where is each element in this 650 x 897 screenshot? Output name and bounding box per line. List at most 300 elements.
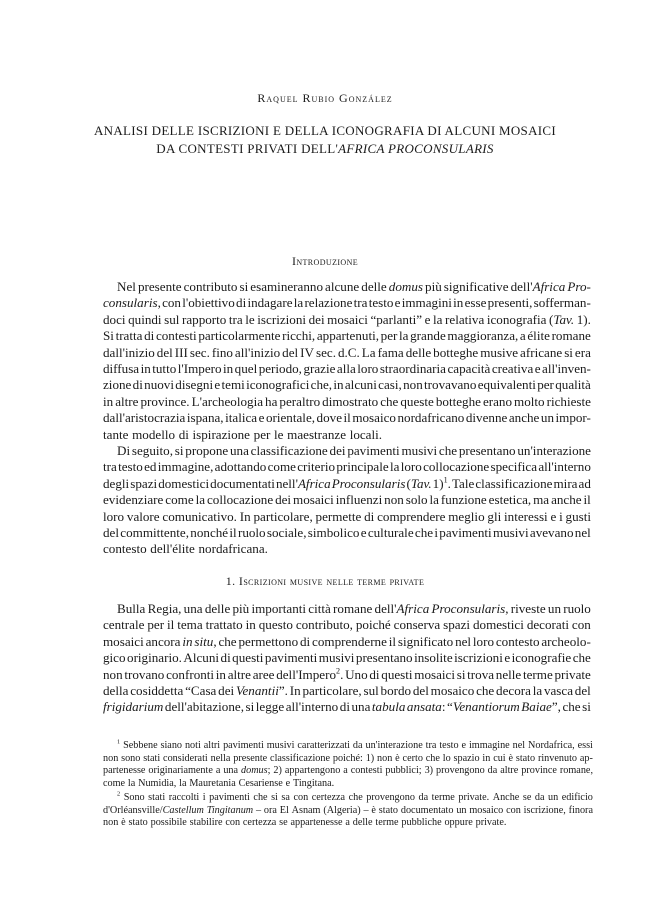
text-run: creativa [491,360,534,376]
word [225,410,257,426]
word [256,805,261,818]
word [264,805,277,818]
word [287,427,346,443]
word [179,778,186,791]
text-run: certezza [311,792,346,803]
word [489,492,532,508]
word [506,805,521,818]
text-run: la [389,459,400,475]
text-run: domestici [158,475,210,491]
text-run: . [340,666,344,682]
text-run: contesto [103,541,147,557]
text-run: presente [137,279,182,294]
italic-text: frigidarium [103,699,164,715]
word [425,279,442,295]
text-run: loro [103,508,125,524]
word [473,617,524,633]
text-run: spazi [130,475,158,491]
text-run: permettono [238,633,299,649]
word [582,699,591,715]
word [115,394,138,410]
text-run: collocazione [206,492,274,508]
text-run: certo [402,752,423,764]
word [564,345,573,361]
word [425,765,434,778]
word [549,312,574,328]
word [300,634,310,650]
text-run: valore [126,508,160,524]
word [357,361,378,377]
text-run: più [232,601,250,616]
text-run: edificio [561,792,593,803]
text-run: anche [508,410,540,426]
word [216,765,221,778]
word [369,667,379,683]
word [117,740,120,753]
text-run: in [453,295,464,311]
word [233,753,267,766]
text-run: locali. [349,426,383,442]
text-run: alla [336,360,356,376]
text-run: nelle [495,666,522,682]
word [207,492,273,508]
text-run: in [140,360,151,376]
word [251,601,306,617]
word [169,792,200,805]
text-run: III [174,344,188,360]
word [103,361,139,377]
text-run: IV [300,344,314,360]
italic-text: Africa [297,475,331,491]
word [567,279,591,295]
word [103,765,145,778]
word [413,683,429,699]
text-run: (Algeria) [323,804,361,816]
word [380,361,446,377]
text-run: , [213,633,217,649]
text-run: per [147,617,165,633]
word [527,328,550,344]
word [259,410,265,426]
text-run: ( [549,311,554,327]
text-run: in [333,377,344,393]
word [240,279,249,295]
text-run: che [425,752,440,764]
word [158,459,214,475]
word [361,525,367,541]
text-run: peraltro [279,393,321,409]
word [103,492,163,508]
word [524,805,566,818]
text-run: importanti [251,601,307,616]
word [162,295,181,311]
word [143,753,160,766]
text-run: a [519,328,526,344]
word [406,476,431,492]
word [140,394,189,410]
text-run: classificazione [475,475,553,491]
text-run: Cesariense [238,777,283,789]
text-run: mosaici [327,311,368,327]
italic-text: Tav. [410,475,432,491]
word [469,805,503,818]
word [235,345,280,361]
word [469,740,510,753]
text-run: ad [578,475,591,491]
word [117,443,130,459]
word [129,817,148,830]
word [496,667,521,683]
word [366,753,375,766]
text-run: mosaico [352,410,396,426]
text-run: iscrizione, [523,804,566,816]
text-run: che, [310,377,333,393]
text-run: del [156,344,173,360]
word [103,525,119,541]
word [447,699,520,715]
text-run: la [399,328,409,344]
word [439,525,491,541]
text-run: che [562,699,581,715]
word [127,509,160,525]
word [316,345,336,361]
word [439,740,458,753]
word [182,295,235,311]
word [445,312,484,328]
word [229,312,243,328]
word [280,805,289,818]
text-run: ora [263,804,277,816]
text-run: nel [574,524,591,540]
text-run: di [299,633,311,649]
text-run: botteghe [435,393,481,409]
text-run: presente [233,752,268,764]
word [302,683,361,699]
word [389,634,396,650]
text-line [103,817,593,830]
text-run: alcuni [344,377,377,393]
text-run: raccolti [168,792,200,803]
text-run: e [394,295,401,311]
word [204,740,220,753]
word [246,617,256,633]
word [395,295,401,311]
text-line [103,778,593,791]
text-run: ruolo [237,524,266,540]
text-run: iconografia [486,311,547,327]
word [229,525,236,541]
word [504,509,548,525]
word [175,345,188,361]
text-run: di [364,508,375,524]
text-run: originariamente [148,765,213,777]
word [222,377,245,393]
word [163,753,208,766]
word [520,328,526,344]
word [156,328,197,344]
text-run: Mauretania [189,777,236,789]
text-run: la [429,492,439,508]
text-run: dei [275,492,292,508]
word [128,312,161,328]
text-run: se [279,817,288,829]
text-run: maestranze [287,426,347,442]
text-run: le [245,311,255,327]
text-run: mosaico [430,682,475,698]
word [370,312,422,328]
word [432,601,509,617]
text-run: è [395,752,400,764]
word [253,509,312,525]
text-run: le [274,426,284,442]
word [563,601,591,617]
text-run: ha [265,393,278,409]
word [206,617,243,633]
word [322,394,378,410]
word [353,817,373,830]
text-run: Nel [117,279,136,294]
word [492,361,533,377]
text-run: richieste [546,393,591,409]
text-run: mosaico [469,804,504,816]
word [473,634,494,650]
word [441,492,487,508]
text-run: significato [397,633,454,649]
text-run: tema [177,617,203,633]
title-line-2 [60,140,590,158]
text-run: i [559,508,563,524]
word [426,740,437,753]
word [311,377,332,393]
word [190,345,210,361]
word [336,459,388,475]
text-run: di [144,328,155,344]
text-run: pavimenti [264,650,318,666]
text-run: impor- [555,410,591,426]
text-run: Tingitana. [292,777,335,789]
text-run: La [361,344,376,360]
word [196,492,205,508]
word [530,525,574,541]
italic-text: situ [194,633,214,649]
text-run: è [508,752,514,764]
word [316,509,362,525]
text-run: evidenziare [103,492,164,508]
text-run: e [534,360,541,376]
text-run: musivi [318,650,355,666]
text-line [103,753,593,766]
word [128,778,135,791]
text-run: Uno [345,666,368,682]
word [579,476,591,492]
text-line [103,410,591,426]
text-line [103,667,591,683]
footnote-marker: 1 [117,738,121,746]
text-run: con [506,804,521,816]
text-line [103,345,591,361]
text-run: di [132,377,143,393]
text-run: da [487,765,498,777]
word [103,805,204,818]
text-run: erano [482,393,513,409]
word [330,443,346,459]
word [256,699,284,715]
text-run: In [289,682,301,698]
text-run: un [456,804,467,816]
word [444,817,472,830]
word [541,410,554,426]
word [562,792,593,805]
text-run: la [532,682,543,698]
text-run: élite [527,328,550,344]
text-run: che [253,792,268,803]
text-run: tra [228,311,243,327]
word [116,328,143,344]
word [247,295,292,311]
text-run: quel [234,360,258,376]
word [308,601,331,617]
word [487,312,547,328]
word [117,792,120,805]
word [225,817,240,830]
text-line [103,476,591,492]
text-line [103,361,591,377]
word [103,509,124,525]
text-run: mira [553,475,578,491]
word [467,667,494,683]
text-run: poiché: [332,752,363,764]
word [476,683,494,699]
text-run: con [293,792,309,803]
word [381,328,398,344]
word [465,295,487,311]
text-run: una [223,765,239,777]
word [214,377,220,393]
word [513,740,525,753]
italic-text: Proconsularis [331,475,406,491]
text-run: una [229,443,249,458]
word [377,509,445,525]
text-run: Bulla [117,601,146,616]
text-run: nel [512,740,526,751]
word [327,312,368,328]
word [538,753,577,766]
text-run: nel [455,633,472,649]
word [402,295,452,311]
word [223,765,238,778]
word [325,279,359,295]
word [209,792,250,805]
text-run: loro [357,360,379,376]
text-run: documentato [400,804,454,816]
text-run: di [178,426,189,442]
word [403,377,423,393]
word [167,617,174,633]
text-run: di [236,295,247,311]
text-run: mosaici [414,666,455,682]
text-run: “ [447,699,453,715]
word [103,459,117,475]
text-run: delle [361,279,387,294]
word [270,753,330,766]
text-run: modello [132,426,176,442]
text-run: temi [221,377,245,393]
word [279,817,288,830]
word [584,492,591,508]
word [496,683,531,699]
word [375,817,398,830]
word [482,753,490,766]
text-run: 3) [424,765,434,777]
word [410,328,446,344]
word [364,805,369,818]
word [161,740,183,753]
text-run: del [574,682,591,698]
text-run: orientale, [265,410,316,426]
text-run: delle [405,344,432,360]
text-run: bordo [380,682,412,698]
word [521,765,557,778]
word [377,753,392,766]
text-run: ma [533,492,550,508]
text-run: pavimenti [439,524,492,540]
word [345,377,377,393]
word [292,805,321,818]
text-run: un [547,601,561,616]
text-run: all'interno [538,459,591,475]
word [523,792,532,805]
text-run: più [425,279,442,294]
word [517,443,591,459]
intro-paragraph-1 [103,279,591,443]
word [385,765,421,778]
text-run: specifica [490,459,538,475]
text-run: si [564,344,573,360]
word [352,410,396,426]
text-run: dei [329,443,346,458]
word [179,427,189,443]
word [462,740,467,753]
word [381,667,412,683]
word [398,634,453,650]
word [309,312,325,328]
word [164,312,179,328]
footnote-2 [103,792,593,830]
word [165,699,244,715]
word [509,410,540,426]
text-run: terme [375,817,399,829]
text-run: – [363,804,369,816]
text-run: come [267,459,296,475]
word [148,765,213,778]
text-run: il [388,633,397,649]
word [317,328,379,344]
word [185,443,228,459]
word [293,792,308,805]
text-run: Nordafrica, [528,740,575,751]
text-run: non [377,752,393,764]
section-heading-1: 1. Iscrizioni musive nelle terme private [225,574,425,588]
text-run: i [434,524,439,540]
text-run: confronti [166,666,215,682]
word [211,753,231,766]
italic-text: Castellum [162,804,204,816]
word [551,492,582,508]
text-run: non [103,817,119,829]
text-run: 2) [273,765,282,777]
text-run: trova [467,666,495,682]
text-line [103,765,593,778]
